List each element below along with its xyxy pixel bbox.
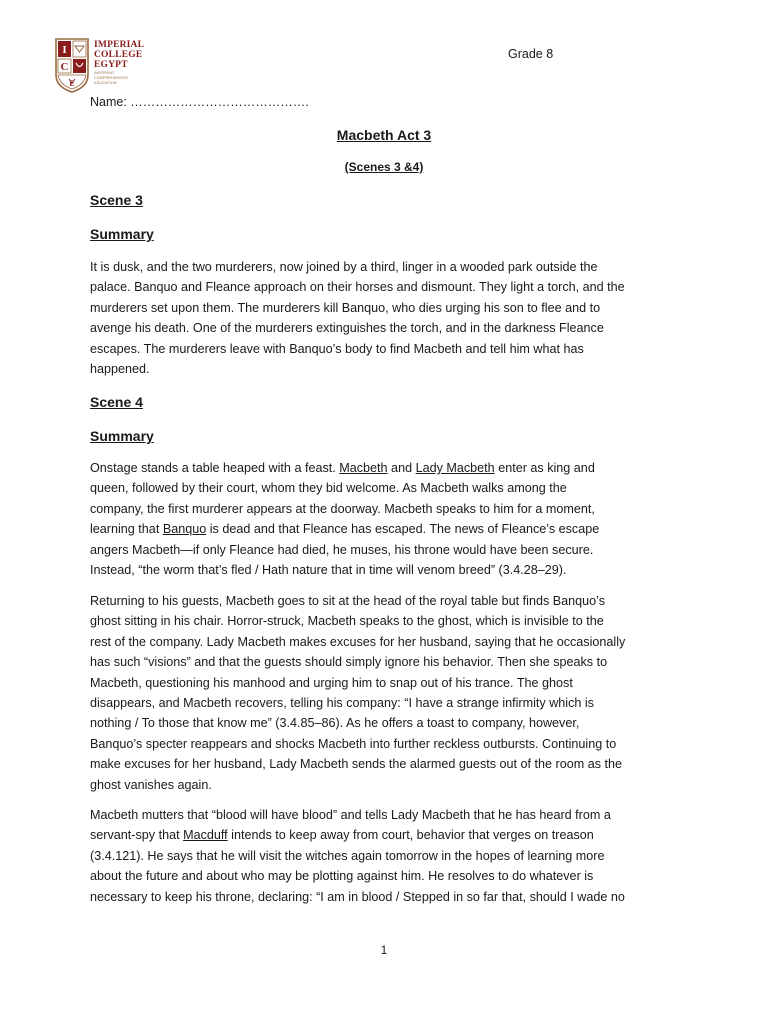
text-line: happened. (90, 362, 150, 377)
logo-letter-c: C (60, 61, 69, 73)
text-line: Banquo’s specter reappears and shocks Macbeth into further reckless outbursts. Continuing to (90, 736, 617, 751)
text-line: Instead, “the worm that’s fled / Hath nature that in time will venom breed” (3.4.28–29). (90, 563, 567, 578)
scene3-summary-heading: Summary (90, 226, 154, 242)
text-run: learning that (90, 522, 163, 537)
school-logo (54, 37, 148, 93)
text-line: has such “visions” and that the guests should simply ignore his behavior. Then she speaks to (90, 655, 608, 670)
text-line: rest of the company. Lady Macbeth makes excuses for her husband, saying that he occasionally (90, 634, 626, 649)
text-run: servant-spy that (90, 828, 184, 843)
logo-name-line: EGYPT (94, 60, 128, 70)
logo-name-line: IMPERIAL (94, 40, 145, 50)
text-line: nothing / To those that know me” (3.4.85–86). As he offers a toast to company, however, (90, 716, 580, 731)
macduff-link[interactable]: Macduff (183, 828, 228, 843)
logo-tagline: INSPIRING (94, 71, 115, 75)
text-run: Onstage stands a table heaped with a feast. (90, 461, 340, 475)
text-line: necessary to keep his throne, declaring: “I am in blood / Stepped in so far that, should I wade no (90, 889, 625, 904)
logo-letter-i: I (62, 44, 67, 56)
text-run: is dead and that Fleance has escaped. The news of Fleance’s escape (206, 522, 600, 537)
name-field: Name: ……………………………………. (90, 95, 309, 109)
document-subtitle: (Scenes 3 &4) (344, 160, 424, 174)
grade-label: Grade 8 (508, 47, 554, 61)
text-line: ghost sitting in his chair. Horror-struck, Macbeth speaks to the ghost, which is invisible to the (90, 614, 604, 629)
page-number: 1 (380, 943, 388, 957)
text-line: disappears, and Macbeth recovers, telling his company: “I have a strange infirmity which is (90, 696, 594, 711)
text-line (90, 825, 690, 845)
text-line: Macbeth, questioning his manhood and urging him to snap out of his trance. The ghost (90, 675, 573, 690)
text-line: company, the first murderer appears at the doorway. Macbeth speaks to him for a moment, (90, 501, 595, 516)
text-line: It is dusk, and the two murderers, now joined by a third, linger in a wooded park outside the (90, 260, 598, 274)
text-line: escapes. The murderers leave with Banquo’s body to find Macbeth and tell him what has (90, 341, 584, 356)
text-line: avenge his death. One of the murderers extinguishes the torch, and in the darkness Fleance (90, 321, 604, 336)
scene4-summary-heading: Summary (90, 428, 154, 444)
scene4-paragraph-3 (90, 805, 690, 907)
text-line: murderers set upon them. The murderers kill Banquo, who dies urging his son to flee and to (90, 300, 601, 315)
macbeth-link[interactable]: Macbeth (339, 461, 388, 475)
scene4-paragraph-2 (90, 591, 690, 795)
text-run: intends to keep away from court, behavior that verges on treason (227, 828, 594, 843)
text-line: queen, followed by their court, whom they bid welcome. As Macbeth walks among the (90, 481, 567, 496)
banquo-link[interactable]: Banquo (162, 522, 207, 537)
text-line: Returning to his guests, Macbeth goes to sit at the head of the royal table but finds Banquo’s (90, 594, 606, 608)
text-line (90, 458, 690, 478)
text-run: enter as king and (494, 461, 595, 475)
scene4-heading: Scene 4 (90, 394, 143, 410)
logo-tagline: COMPREHENSIVE (94, 76, 129, 81)
logo-wordmark (94, 40, 154, 86)
scene4-paragraph-1 (90, 458, 690, 580)
text-line: (3.4.121). He says that he will visit the witches again tomorrow in the hopes of learning more (90, 848, 605, 863)
shield-icon (54, 37, 90, 93)
logo-letter-e: E (69, 79, 75, 88)
logo-name-line: COLLEGE (94, 50, 143, 60)
text-line (90, 519, 690, 539)
text-line: make excuses for her husband, Lady Macbeth sends the alarmed guests out of the room as the (90, 757, 623, 772)
lady-macbeth-link[interactable]: Lady Macbeth (415, 461, 495, 475)
text-line: Macbeth mutters that “blood will have blood” and tells Lady Macbeth that he has heard from a (90, 808, 611, 822)
document-title: Macbeth Act 3 (336, 127, 432, 143)
text-line: about the future and about who may be plotting against him. He resolves to do whatever is (90, 869, 594, 884)
scene3-heading: Scene 3 (90, 192, 143, 208)
text-line: angers Macbeth—if only Fleance had died, he muses, his throne would have been secure. (90, 542, 594, 557)
text-run: and (387, 461, 416, 475)
logo-tagline: EDUCATION (94, 81, 117, 86)
text-line: ghost vanishes again. (90, 777, 212, 792)
scene3-summary-paragraph (90, 257, 690, 379)
text-line: palace. Banquo and Fleance approach on their horses and dismount. They light a torch, and the (90, 280, 625, 295)
